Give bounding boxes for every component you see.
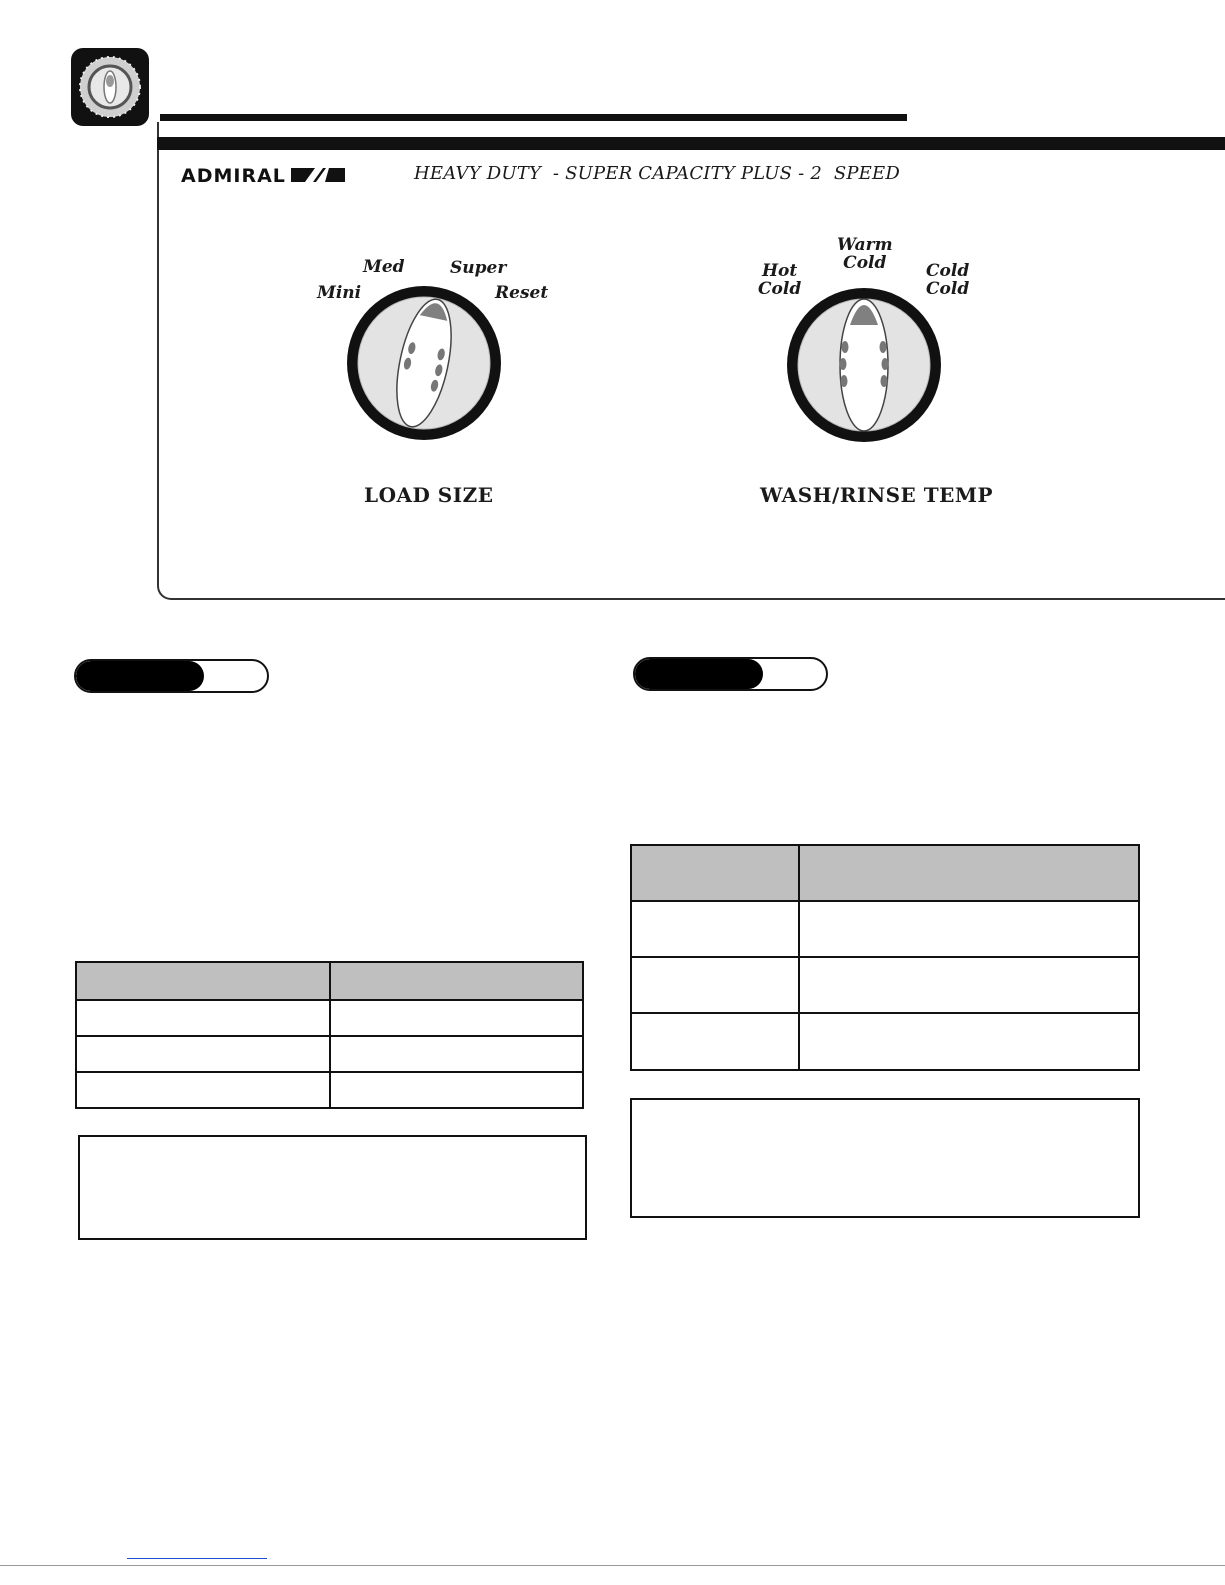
section-tab-left xyxy=(74,659,269,693)
table-cell xyxy=(631,957,799,1013)
panel-top-bar xyxy=(157,137,1225,150)
section-tab-right-fill xyxy=(635,659,763,689)
temp-title: WASH/RINSE TEMP xyxy=(760,483,994,507)
load-size-reset-label: Reset xyxy=(495,283,549,303)
section-tab-left-fill xyxy=(76,661,204,691)
table-header-cell xyxy=(799,845,1139,901)
table-row xyxy=(76,1036,583,1072)
table-row xyxy=(76,1072,583,1108)
table-cell xyxy=(631,1013,799,1070)
table-header-row xyxy=(631,845,1139,901)
table-cell xyxy=(76,1000,330,1036)
load-size-super-label: Super xyxy=(450,258,507,278)
temp-warm-cold-line1: Warm xyxy=(837,235,893,255)
dial-icon xyxy=(71,48,149,126)
table-cell xyxy=(330,1000,583,1036)
control-panel xyxy=(157,122,1225,600)
load-size-title: LOAD SIZE xyxy=(364,483,494,507)
load-size-table xyxy=(75,961,584,1109)
brand-name: ADMIRAL xyxy=(181,165,286,187)
footer-link-underline[interactable] xyxy=(127,1558,267,1559)
table-header-cell xyxy=(330,962,583,1000)
load-size-note-box xyxy=(78,1135,587,1240)
table-header-row xyxy=(76,962,583,1000)
temp-hot-cold-line2: Cold xyxy=(758,279,802,299)
table-row xyxy=(631,957,1139,1013)
header-rule xyxy=(160,114,907,121)
table-cell xyxy=(631,901,799,957)
table-row xyxy=(631,901,1139,957)
table-header-cell xyxy=(76,962,330,1000)
temp-warm-cold-line2: Cold xyxy=(843,253,887,273)
table-cell xyxy=(330,1036,583,1072)
temp-cold-cold-line1: Cold xyxy=(926,261,970,281)
table-row xyxy=(631,1013,1139,1070)
footer-rule xyxy=(0,1565,1225,1566)
table-cell xyxy=(799,957,1139,1013)
table-cell xyxy=(76,1072,330,1108)
temp-hot-cold-line1: Hot xyxy=(761,261,798,281)
table-cell xyxy=(330,1072,583,1108)
load-size-mini-label: Mini xyxy=(317,283,362,303)
temp-cold-cold-line2: Cold xyxy=(926,279,970,299)
temp-knob[interactable] xyxy=(780,281,948,449)
section-tab-right xyxy=(633,657,828,691)
model-description: HEAVY DUTY - SUPER CAPACITY PLUS - 2 SPEED xyxy=(414,163,900,184)
load-size-med-label: Med xyxy=(363,257,405,277)
load-size-knob[interactable] xyxy=(340,279,508,447)
table-header-cell xyxy=(631,845,799,901)
table-row xyxy=(76,1000,583,1036)
table-cell xyxy=(799,1013,1139,1070)
table-cell xyxy=(799,901,1139,957)
temp-table xyxy=(630,844,1140,1071)
table-cell xyxy=(76,1036,330,1072)
temp-note-box xyxy=(630,1098,1140,1218)
admiral-logo-mark xyxy=(291,167,345,183)
temp-warm-cold-label xyxy=(837,236,893,272)
brand-logo xyxy=(181,165,345,187)
